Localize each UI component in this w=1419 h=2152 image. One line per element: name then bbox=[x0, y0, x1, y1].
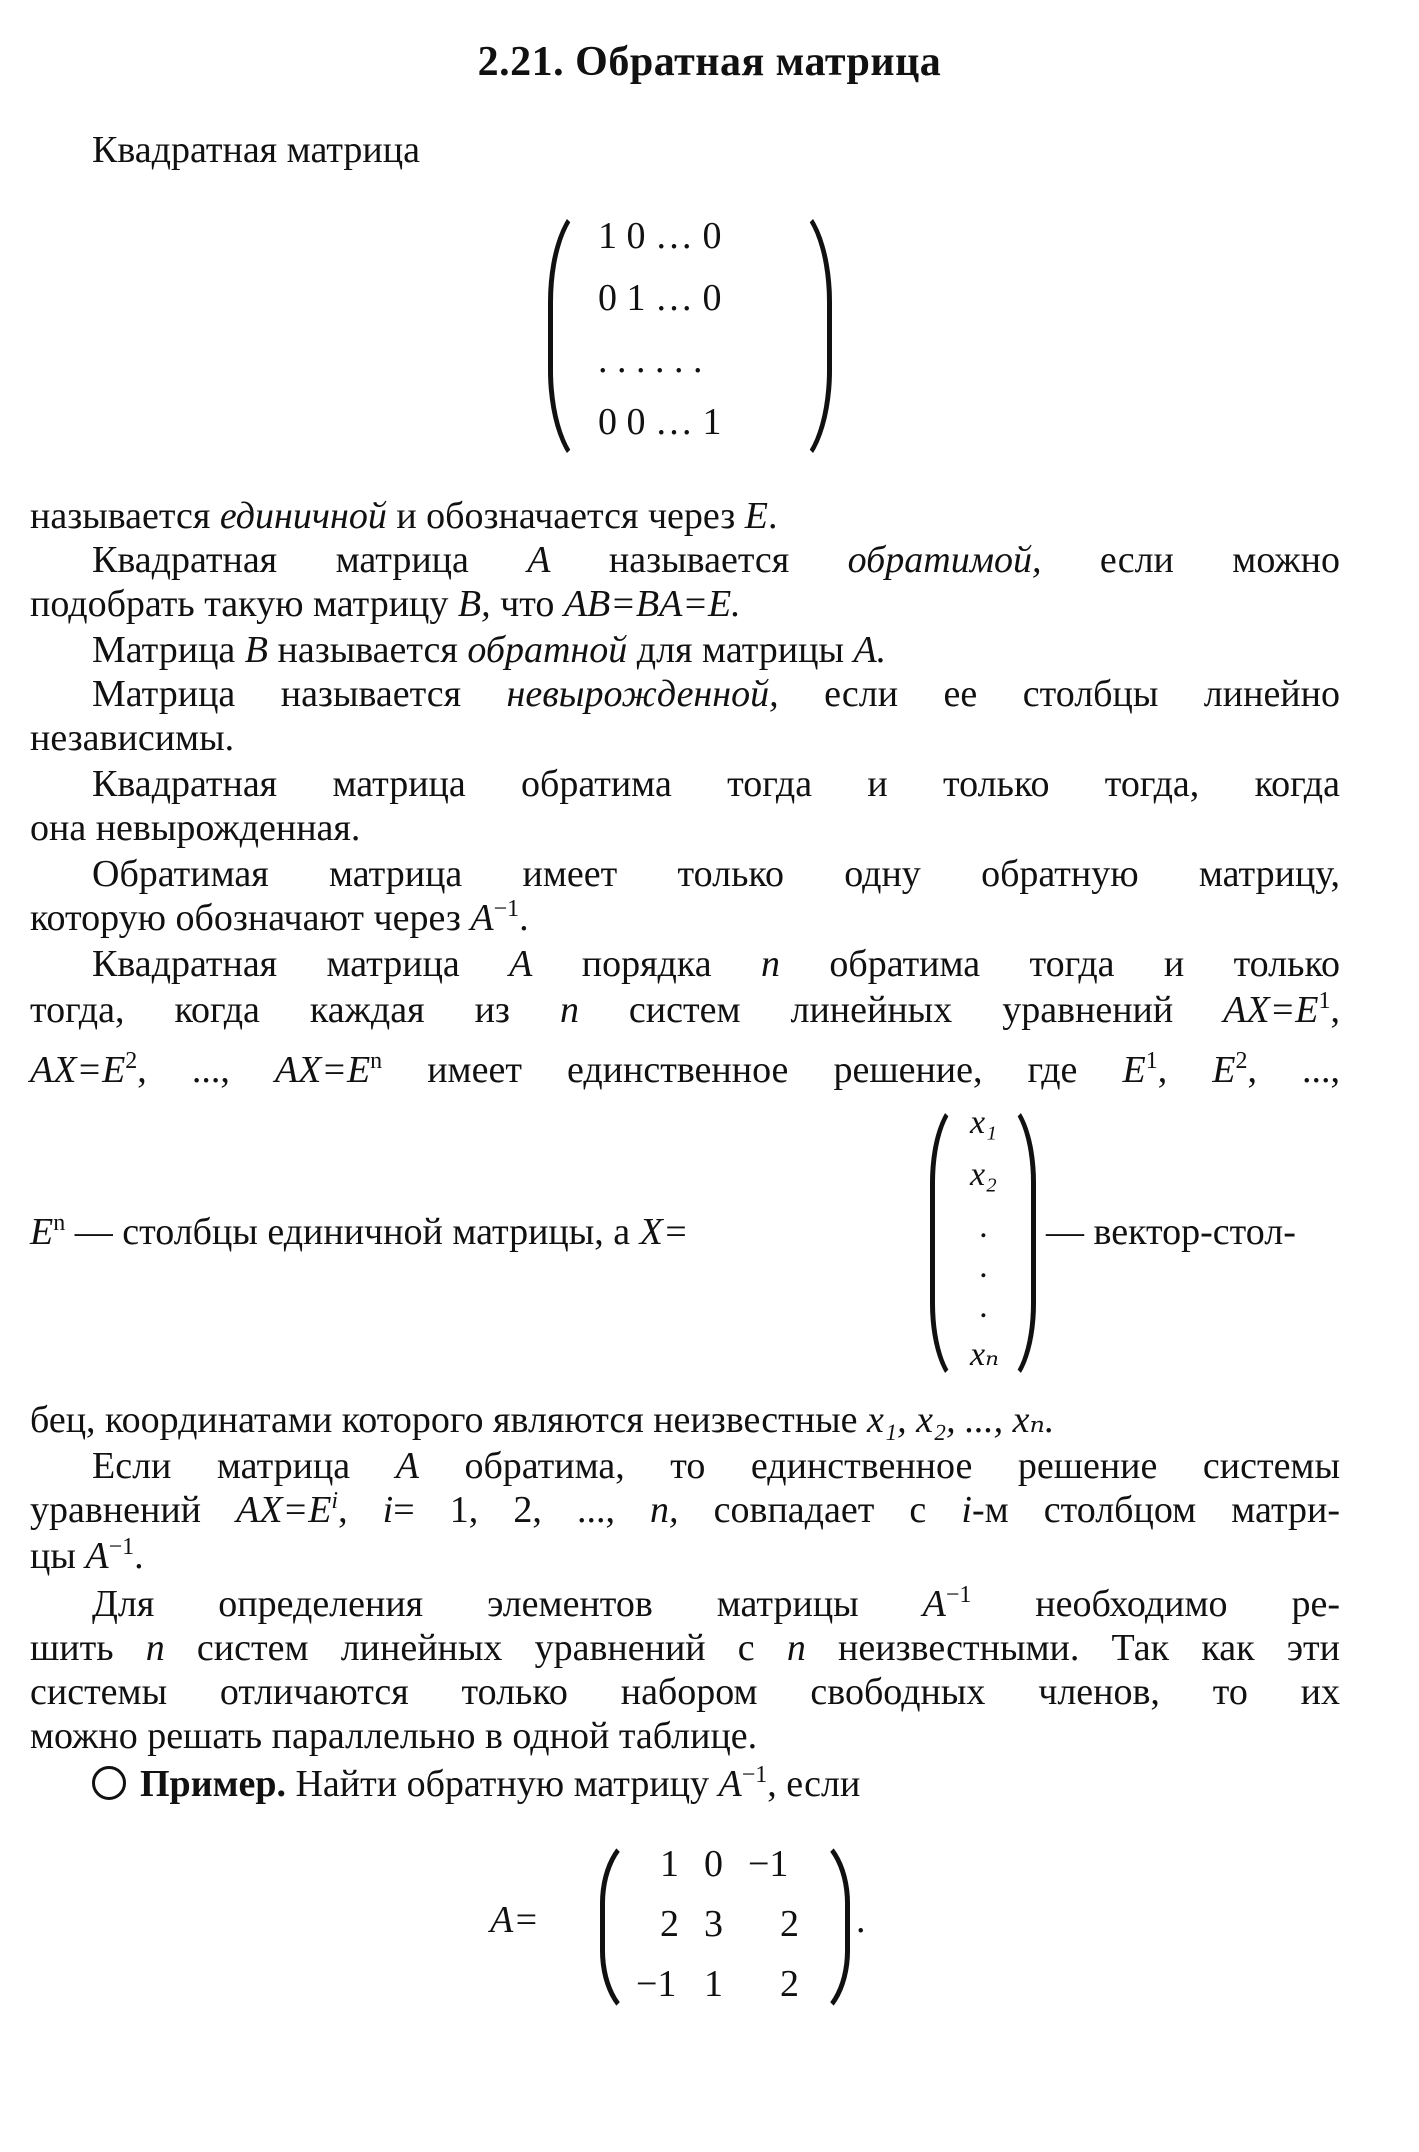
text: обратима тогда и только bbox=[780, 943, 1341, 985]
text: что bbox=[490, 583, 564, 625]
text: называется bbox=[30, 495, 220, 537]
symbol: A bbox=[527, 539, 551, 581]
paragraph-line bbox=[30, 1398, 1054, 1442]
text: цы bbox=[30, 1535, 86, 1577]
text: и обозначается через bbox=[386, 495, 745, 537]
matrix-cell: −1 bbox=[636, 1963, 677, 2005]
matrix-cell: 1 bbox=[660, 1843, 679, 1885]
text: Если матрица bbox=[92, 1445, 396, 1487]
left-parenthesis bbox=[930, 1098, 965, 1388]
intro-text: Квадратная матрица bbox=[92, 129, 420, 171]
text: необходимо ре- bbox=[971, 1583, 1340, 1625]
paragraph-line: — вектор-стол- bbox=[1046, 1211, 1296, 1253]
term-italic: обратной bbox=[467, 629, 628, 671]
paragraph-line: Квадратная матрица обратима тогда и только тогда, когда bbox=[92, 763, 1340, 805]
symbol: n bbox=[761, 943, 780, 985]
vector-entry: . bbox=[980, 1288, 989, 1325]
matrix-cell: 2 bbox=[780, 1903, 799, 1945]
right-parenthesis bbox=[805, 1832, 850, 2022]
text: имеет единственное решение, где bbox=[382, 1049, 1123, 1091]
superscript: n bbox=[53, 1210, 66, 1236]
text: , bbox=[338, 1489, 383, 1531]
matrix-cell: 0 bbox=[704, 1843, 723, 1885]
vector-entry: x₁ bbox=[970, 1104, 997, 1141]
column-vector bbox=[930, 1098, 1036, 1388]
paragraph-line bbox=[30, 942, 1340, 986]
text: . bbox=[134, 1535, 144, 1577]
paragraph-line bbox=[30, 1534, 144, 1578]
text: если ее столбцы линейно bbox=[778, 673, 1340, 715]
superscript: 2 bbox=[1235, 1048, 1248, 1074]
text: . bbox=[519, 897, 529, 939]
matrix-cell: 3 bbox=[704, 1903, 723, 1945]
symbol: A. bbox=[853, 629, 887, 671]
symbol: A bbox=[922, 1583, 946, 1625]
text: подобрать такую матрицу bbox=[30, 583, 458, 625]
matrix-cell: 1 bbox=[704, 1963, 723, 2005]
matrix-row: . . . . . . bbox=[598, 339, 703, 381]
text: , если bbox=[767, 1763, 861, 1805]
text: Квадратная матрица bbox=[92, 943, 510, 985]
text: называется bbox=[550, 539, 848, 581]
symbol: n, bbox=[650, 1489, 679, 1531]
paragraph-line bbox=[30, 1210, 689, 1254]
text: -м столбцом матри- bbox=[971, 1489, 1340, 1531]
paragraph-line bbox=[30, 1582, 1340, 1626]
formula: AX=E bbox=[274, 1049, 371, 1091]
identity-matrix bbox=[548, 200, 832, 472]
symbol: A bbox=[85, 1535, 109, 1577]
formula: X= bbox=[639, 1211, 689, 1253]
text: если можно bbox=[1041, 539, 1340, 581]
term-italic: невырожденной, bbox=[506, 673, 779, 715]
text: порядка bbox=[532, 943, 761, 985]
paragraph-line bbox=[30, 988, 1340, 1032]
text: совпадает с bbox=[678, 1489, 962, 1531]
text: . bbox=[856, 1899, 866, 1941]
symbol: A bbox=[395, 1445, 419, 1487]
text: называется bbox=[268, 629, 468, 671]
text: бец, координатами которого являются неизвестные bbox=[30, 1399, 868, 1441]
symbol: n bbox=[786, 1627, 806, 1669]
matrix-a bbox=[600, 1832, 850, 2022]
text: Квадратная матрица bbox=[92, 539, 528, 581]
text: неизвестными. Так как эти bbox=[805, 1627, 1340, 1669]
text: Матрица bbox=[92, 629, 245, 671]
symbol: A bbox=[718, 1763, 742, 1805]
text: — столбцы единичной матрицы, а bbox=[65, 1211, 640, 1253]
superscript: −1 bbox=[493, 896, 520, 922]
symbol: n bbox=[559, 989, 579, 1031]
paragraph-line: системы отличаются только набором свободных членов, то их bbox=[30, 1671, 1340, 1713]
symbol: A bbox=[509, 943, 533, 985]
text: , bbox=[1330, 989, 1340, 1031]
matrix-cell: 2 bbox=[780, 1963, 799, 2005]
text: Найти обратную матрицу bbox=[285, 1763, 719, 1805]
formula: x₁, x₂, ..., xₙ. bbox=[867, 1399, 1055, 1441]
text: Для определения элементов матрицы bbox=[92, 1583, 923, 1625]
symbol: E bbox=[744, 495, 768, 537]
superscript: −1 bbox=[108, 1534, 135, 1560]
formula: AX=E bbox=[1223, 989, 1319, 1031]
example-label: Пример. bbox=[140, 1763, 286, 1805]
matrix-label: A= bbox=[490, 1899, 539, 1941]
paragraph-line bbox=[30, 1048, 1340, 1092]
symbol: A bbox=[470, 897, 494, 939]
paragraph-line bbox=[30, 896, 529, 940]
formula: AX=E bbox=[30, 1049, 126, 1091]
text: тогда, когда каждая из bbox=[30, 989, 560, 1031]
section-title: 2.21. Обратная матрица bbox=[477, 39, 942, 85]
formula: AB=BA=E. bbox=[563, 583, 741, 625]
vector-entry: x₂ bbox=[970, 1156, 997, 1193]
symbol: E bbox=[1122, 1049, 1146, 1091]
superscript: 2 bbox=[125, 1048, 138, 1074]
paragraph-line bbox=[30, 494, 778, 538]
text: систем линейных уравнений bbox=[578, 989, 1224, 1031]
paragraph-line bbox=[30, 1488, 1340, 1532]
left-parenthesis bbox=[548, 200, 593, 472]
symbol: i bbox=[961, 1489, 972, 1531]
text: обратима, то единственное решение системы bbox=[418, 1445, 1341, 1487]
superscript: −1 bbox=[945, 1582, 972, 1608]
paragraph-line bbox=[30, 1444, 1340, 1488]
paragraph-line: можно решать параллельно в одной таблице. bbox=[30, 1715, 758, 1757]
matrix-row: 1 0 … 0 bbox=[598, 215, 722, 257]
symbol: E bbox=[1212, 1049, 1236, 1091]
text: , ..., bbox=[137, 1049, 275, 1091]
superscript: n bbox=[370, 1048, 383, 1074]
superscript: 1 bbox=[1318, 988, 1331, 1014]
paragraph-line bbox=[30, 1626, 1340, 1670]
vector-entry: xₙ bbox=[970, 1336, 999, 1373]
formula: AX=E bbox=[236, 1489, 332, 1531]
symbol: n bbox=[145, 1627, 165, 1669]
term-italic: единичной bbox=[219, 495, 387, 537]
paragraph-line: независимы. bbox=[30, 717, 235, 759]
paragraph-line bbox=[30, 582, 741, 626]
symbol: B, bbox=[457, 583, 491, 625]
text: Матрица называется bbox=[92, 673, 507, 715]
vector-entry: . bbox=[980, 1248, 989, 1285]
text: которую обозначают через bbox=[30, 897, 471, 939]
vector-entry: . bbox=[980, 1208, 989, 1245]
paragraph-line: Обратимая матрица имеет только одну обратную матрицу, bbox=[92, 853, 1340, 895]
matrix-row: 0 1 … 0 bbox=[598, 277, 722, 319]
right-parenthesis bbox=[787, 200, 832, 472]
right-parenthesis bbox=[1001, 1098, 1036, 1388]
symbol: E bbox=[30, 1211, 54, 1253]
paragraph-line bbox=[92, 628, 886, 672]
text: уравнений bbox=[30, 1489, 237, 1531]
text: шить bbox=[30, 1627, 146, 1669]
text: , bbox=[1157, 1049, 1213, 1091]
paragraph-line: она невырожденная. bbox=[30, 807, 361, 849]
symbol: B bbox=[244, 629, 268, 671]
term-italic: обратимой, bbox=[847, 539, 1042, 581]
superscript: −1 bbox=[741, 1762, 768, 1788]
symbol: i bbox=[382, 1489, 394, 1531]
matrix-row: 0 0 … 1 bbox=[598, 401, 722, 443]
superscript: i bbox=[331, 1488, 339, 1514]
text: . bbox=[768, 495, 778, 537]
paragraph-line bbox=[30, 672, 1340, 716]
text: систем линейных уравнений с bbox=[164, 1627, 787, 1669]
paragraph-line bbox=[30, 538, 1340, 582]
matrix-cell: 2 bbox=[660, 1903, 679, 1945]
circle-icon bbox=[92, 1766, 126, 1800]
text: для матрицы bbox=[627, 629, 854, 671]
superscript: 1 bbox=[1145, 1048, 1158, 1074]
text: = 1, 2, ..., bbox=[393, 1489, 651, 1531]
text: , ..., bbox=[1247, 1049, 1340, 1091]
example-line bbox=[92, 1762, 860, 1806]
matrix-cell: −1 bbox=[748, 1843, 789, 1885]
